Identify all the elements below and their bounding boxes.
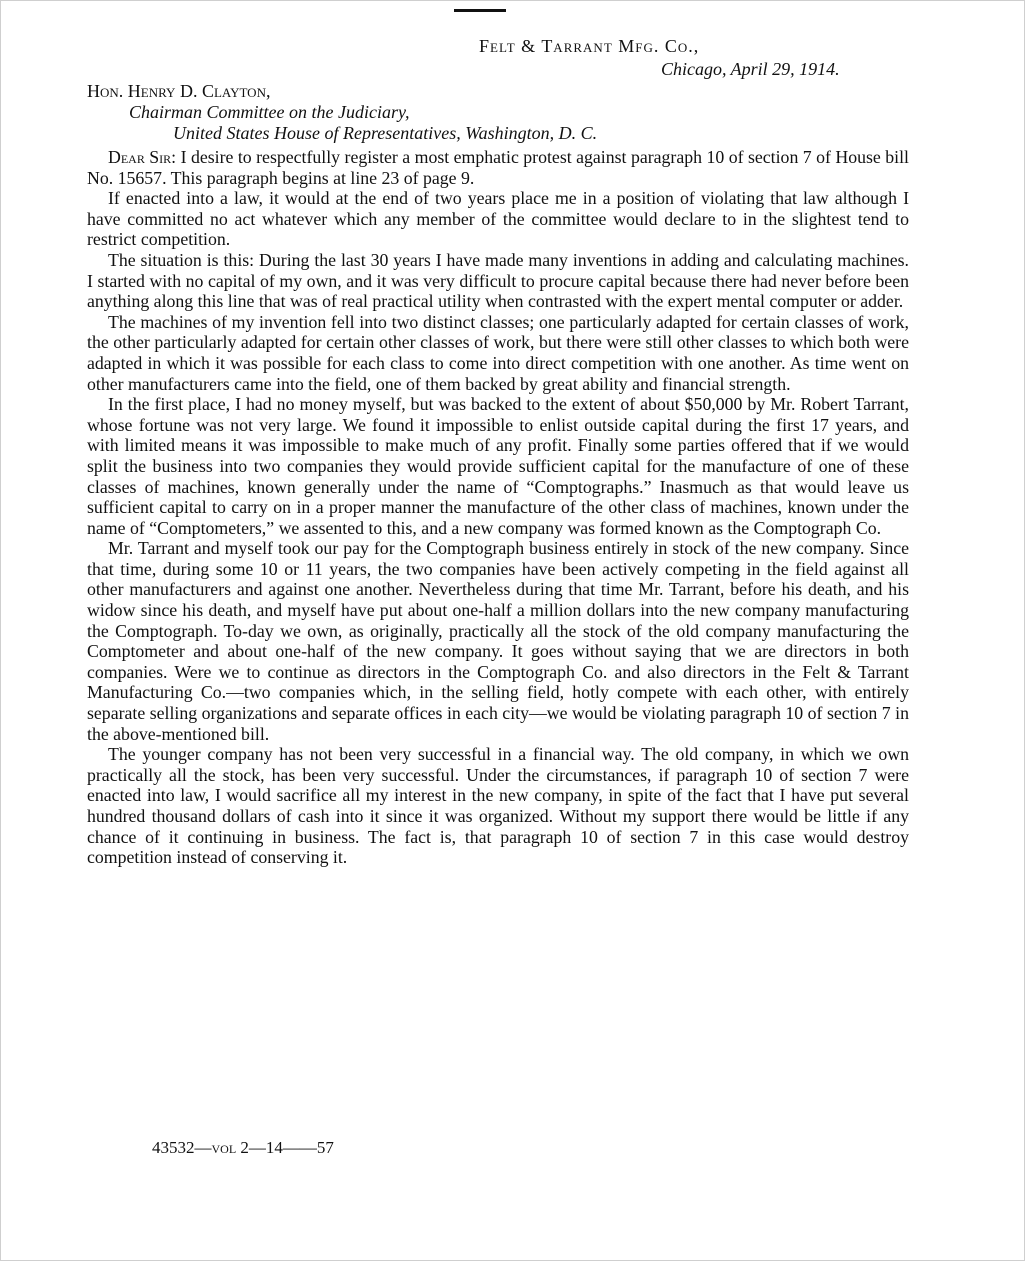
footer-number: 43532—: [152, 1138, 212, 1157]
paragraph-7: The younger company has not been very successful in a financial way. The old company, in which we own practically all the stock, has been very successful. Under the circumstances, if paragraph 10 of section 7 were enacted into law, I would sacrifice all my interest in the new company, in spite of the fact that I have put several hundred thousand dollars of cash into it since it was organized. Without my support there would be little if any chance of it continuing in business. The fact is, that paragraph 10 of section 7 in this case would destroy competition instead of conserving it.: [87, 744, 909, 868]
paragraph-6: Mr. Tarrant and myself took our pay for the Comptograph business entirely in stock of the new company. Since that time, during some 10 or 11 years, the two companies have been actively competing in the field against all other manufacturers and against one another. Nevertheless during that time Mr. Tarrant, before his death, and his widow since his death, and myself have put about one-half a million dollars into the new company manufacturing the Comptograph. To-day we own, as originally, practically all the stock of the old company manufacturing the Comptometer and about one-half of the new company. It goes without saying that we are directors in both companies. Were we to continue as directors in the Comptograph Co. and also directors in the Felt & Tarrant Manufacturing Co.—two companies which, in the selling field, hotly compete with each other, with entirely separate selling organizations and separate offices in each city—we would be violating paragraph 10 of section 7 in the above-mentioned bill.: [87, 538, 909, 744]
salutation: Dear Sir:: [108, 147, 177, 167]
addressee-location: United States House of Representatives, Washington, D. C.: [173, 123, 598, 143]
paragraph-2: If enacted into a law, it would at the end of two years place me in a position of violating that law although I have committed no act whatever which any member of the committee would declare to in the slightest tend to restrict competition.: [87, 188, 909, 250]
addressee-name: Hon. Henry D. Clayton,: [87, 81, 271, 101]
paragraph-3: The situation is this: During the last 30 years I have made many inventions in adding and calculating machines. I started with no capital of my own, and it was very difficult to procure capital because there had never before been anything along this line that was of real practical utility when contrasted with the expert mental computer or adder.: [87, 249, 909, 312]
page-footer: [152, 1138, 334, 1158]
letterhead-company: Felt & Tarrant Mfg. Co.,: [479, 36, 700, 56]
footer-rest: 2—14——57: [236, 1138, 334, 1157]
letter-body: [87, 147, 909, 868]
top-rule: [454, 9, 506, 12]
letter-dateline: Chicago, April 29, 1914.: [661, 59, 840, 79]
paragraph-4: The machines of my invention fell into two distinct classes; one particularly adapted for certain classes of work, the other particularly adapted for certain other classes of work, but there were still other classes to which both were adapted in which it was possible for each class to come into direct competition with one another. As time went on other manufacturers came into the field, one of them backed by great ability and financial strength.: [87, 311, 909, 394]
paragraph-1: [87, 147, 909, 188]
footer-vol: vol: [211, 1138, 237, 1157]
paragraph-1-text: I desire to respectfully register a most emphatic protest against paragraph 10 of section 7 of House bill No. 15657. This paragraph begins at line 23 of page 9.: [87, 147, 909, 188]
addressee-title: Chairman Committee on the Judiciary,: [129, 102, 410, 122]
paragraph-5: In the first place, I had no money myself, but was backed to the extent of about $50,000 by Mr. Robert Tarrant, whose fortune was not very large. We found it impossible to enlist outside capital during the first 17 years, and with limited means it was impossible to make much of any profit. Finally some parties offered that if we would split the business into two companies they would provide sufficient capital for the manufacture of one of these classes of machines, known generally under the name of “Comptographs.” Inasmuch as that would leave us sufficient capital to carry on in a proper manner the manufacture of the other class of machines, known under the name of “Comptometers,” we assented to this, and a new company was formed known as the Comptograph Co.: [87, 394, 909, 538]
